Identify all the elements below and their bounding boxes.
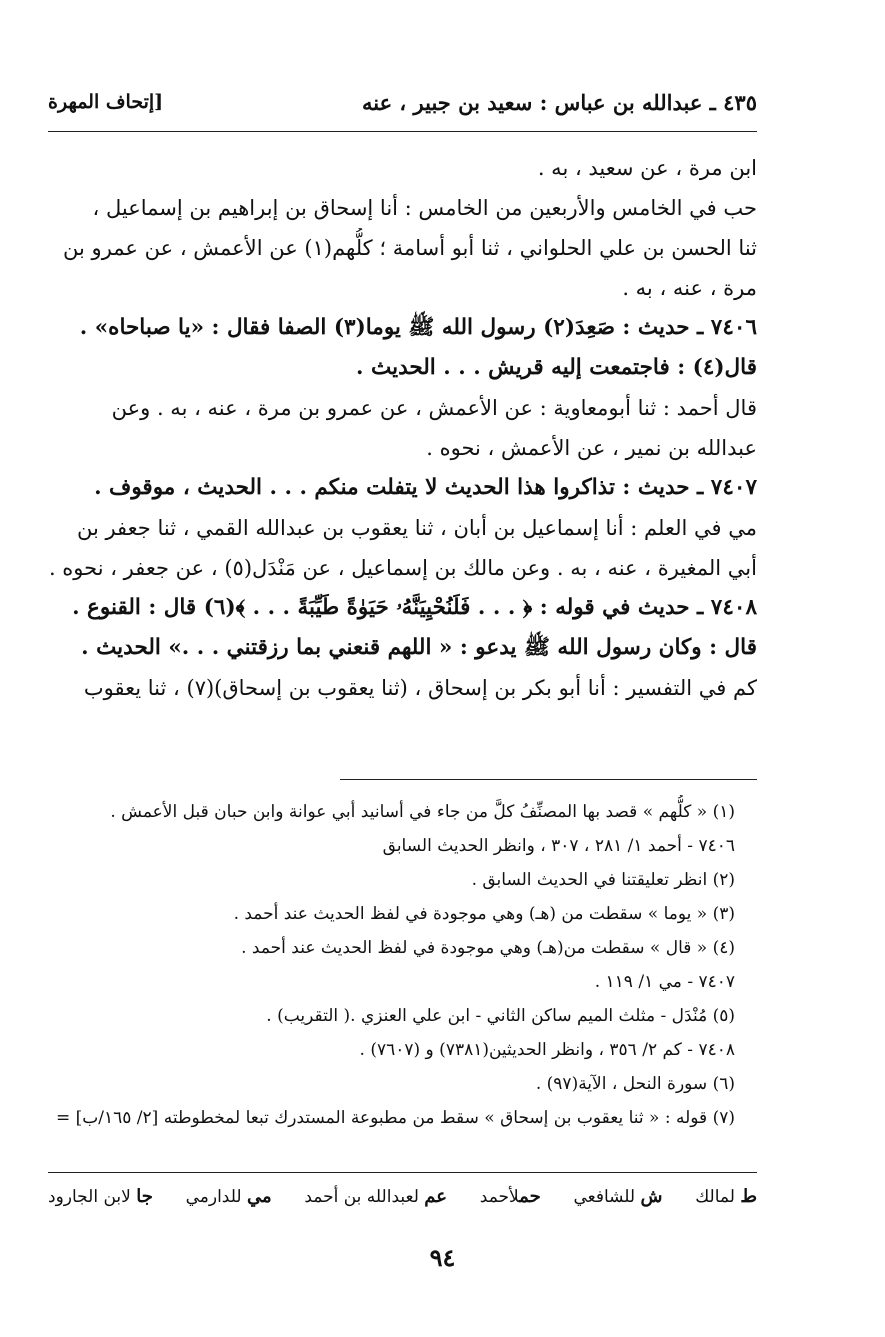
- footnote: ٧٤٠٨ - كم ٢/ ٣٥٦ ، وانظر الحديثين(٧٣٨١) و (٧٦٠٧) .: [359, 1040, 735, 1060]
- footnote: (٦) سورة النحل ، الآية(٩٧) .: [535, 1074, 735, 1094]
- footnotes: [48, 795, 735, 1135]
- text-line: ابن مرة ، عن سعيد ، به .: [537, 156, 757, 180]
- abbreviation-item: [48, 1186, 153, 1207]
- footnote: (٣) « يوما » سقطت من (هـ) وهي موجودة في لفظ الحديث عند أحمد .: [233, 904, 735, 924]
- text-line: عبدالله بن نمير ، عن الأعمش ، نحوه .: [426, 436, 757, 460]
- book-title: [إتحاف المهرة: [48, 91, 164, 113]
- header-rule: [48, 131, 757, 132]
- abbreviation-label: لعبدالله بن أحمد: [304, 1187, 419, 1207]
- abbreviation-item: [573, 1186, 662, 1207]
- text-line: أبي المغيرة ، عنه ، به . وعن مالك بن إسماعيل ، عن مَنْدَل(٥) ، عن جعفر ، نحوه .: [48, 556, 757, 580]
- source-siglum: [746, 614, 757, 628]
- abbreviation-label: لمالك: [695, 1187, 735, 1207]
- abbreviation-label: لابن الجارود: [48, 1187, 131, 1207]
- hadith-heading-7406: [48, 308, 757, 348]
- chapter-title: ٤٣٥ ـ عبدالله بن عباس : سعيد بن جبير ، عنه: [362, 89, 757, 115]
- text-line: كم في التفسير : أنا أبو بكر بن إسحاق ، (ثنا يعقوب بن إسحاق)(٧) ، ثنا يعقوب: [83, 676, 757, 700]
- main-text: [48, 148, 757, 708]
- footnote: (٧) قوله : « ثنا يعقوب بن إسحاق » سقط من مطبوعة المستدرك تبعا لمخطوطته [٢/ ١٦٥/ب] =: [55, 1108, 735, 1128]
- text-line: قال أحمد : ثنا أبومعاوية : عن الأعمش ، عن عمرو بن مرة ، عنه ، به . وعن: [111, 396, 757, 420]
- abbreviation-label: لأحمد: [479, 1187, 520, 1207]
- text-line: مرة ، عنه ، به .: [622, 276, 757, 300]
- abbreviation-item: [480, 1186, 541, 1207]
- text-line: قال(٤) : فاجتمعت إليه قريش . . . الحديث .: [356, 355, 757, 380]
- text-line: ثنا الحسن بن علي الحلواني ، ثنا أبو أسامة ؛ كلُّهم(١) عن الأعمش ، عن عمرو بن: [63, 236, 757, 260]
- footnote: (٥) مُنْدَل - مثلث الميم ساكن الثاني - ابن علي العنزي .( التقريب) .: [266, 1006, 735, 1026]
- abbreviation-code: ش: [640, 1186, 663, 1207]
- footnote: ٧٤٠٦ - أحمد ١/ ٢٨١ ، ٣٠٧ ، وانظر الحديث السابق: [382, 836, 735, 856]
- abbreviation-label: للشافعي: [573, 1187, 636, 1207]
- footnote: (٢) انظر تعليقتنا في الحديث السابق .: [471, 870, 735, 890]
- abbreviation-code: عم: [424, 1186, 448, 1207]
- source-siglum: [745, 334, 757, 348]
- text-line: مي في العلم : أنا إسماعيل بن أبان ، ثنا يعقوب بن عبدالله القمي ، ثنا جعفر بن: [76, 516, 757, 540]
- abbreviation-item: [186, 1186, 272, 1207]
- text-line: حب في الخامس والأربعين من الخامس : أنا إسحاق بن إبراهيم بن إسماعيل ،: [92, 196, 757, 220]
- abbreviation-code: ط: [740, 1186, 757, 1207]
- abbreviation-item: [304, 1186, 447, 1207]
- running-header: [48, 82, 757, 122]
- hadith-heading-text: ٧٤٠٨ ـ حديث في قوله : ﴿ . . . فَلَنُحْيِيَنَّهُۥ حَيَوٰةً طَيِّبَةً . . . ﴾(٦) قال : القنوع .: [72, 595, 757, 620]
- abbreviation-label: للدارمي: [185, 1187, 242, 1207]
- text-line: قال : وكان رسول الله ﷺ يدعو : « اللهم قنعني بما رزقتني . . .» الحديث .: [81, 635, 757, 660]
- footnote: ٧٤٠٧ - مي ١/ ١١٩ .: [594, 972, 735, 992]
- page-number: ٩٤: [429, 1243, 456, 1272]
- abbreviation-code: مي: [246, 1186, 272, 1207]
- source-siglum: [744, 494, 757, 508]
- abbreviation-item: [695, 1186, 757, 1207]
- footnote: (١) « كلُّهم » قصد بها المصنِّفُ كلَّ من جاء في أسانيد أبي عوانة وابن حبان قبل الأعمش .: [110, 802, 735, 822]
- abbreviation-code: جا: [136, 1186, 153, 1207]
- hadith-heading-7408: [48, 588, 757, 628]
- hadith-heading-7407: [48, 468, 757, 508]
- footnotes-rule: [340, 779, 757, 780]
- abbreviation-key: [48, 1186, 757, 1207]
- abbreviations-rule: [48, 1172, 757, 1173]
- abbreviation-code: حم: [519, 1186, 541, 1207]
- footnote: (٤) « قال » سقطت من(هـ) وهي موجودة في لفظ الحديث عند أحمد .: [241, 938, 735, 958]
- hadith-heading-text: ٧٤٠٧ ـ حديث : تذاكروا هذا الحديث لا يتفلت منكم . . . الحديث ، موقوف .: [94, 475, 757, 500]
- hadith-heading-text: ٧٤٠٦ ـ حديث : صَعِدَ(٢) رسول الله ﷺ يوما(٣) الصفا فقال : «يا صباحاه» .: [79, 315, 757, 340]
